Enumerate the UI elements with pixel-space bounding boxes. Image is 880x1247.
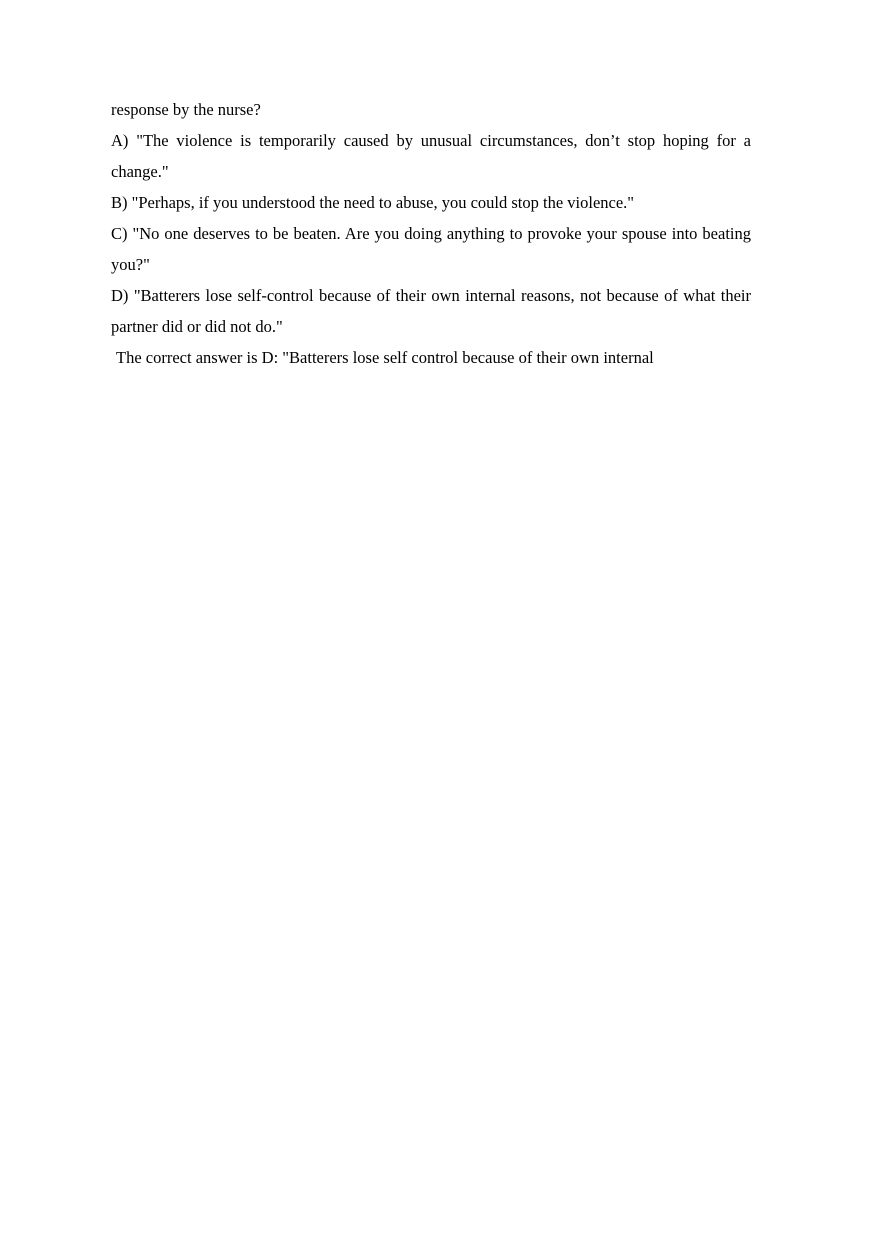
- option-c: C) "No one deserves to be beaten. Are you doing anything to provoke your spouse into beating you?": [111, 224, 751, 274]
- option-b: B) "Perhaps, if you understood the need to abuse, you could stop the violence.": [111, 193, 635, 212]
- document-body: [111, 94, 751, 373]
- answer-text: The correct answer is D: "Batterers lose self control because of their own internal: [116, 348, 654, 367]
- question-text: response by the nurse?: [111, 100, 261, 119]
- option-d: D) "Batterers lose self-control because of their own internal reasons, not because of what their partner did or did not do.": [111, 286, 751, 336]
- option-a: A) "The violence is temporarily caused by unusual circumstances, don’t stop hoping for a change.": [111, 131, 751, 181]
